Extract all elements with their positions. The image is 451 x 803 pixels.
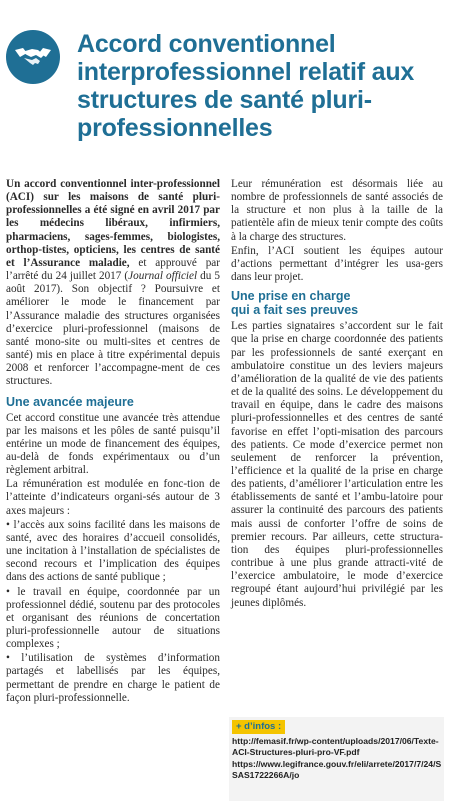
handshake-icon — [6, 30, 60, 84]
journal-reference: Journal officiel — [128, 270, 198, 283]
paragraph: Les parties signataires s’accordent sur le fait que la prise en charge coordonnée des patients par les professionnels de santé exerçant en ambulatoire constitue un des leviers majeurs d’amélioration de la qualité de vie des patients et de la qualité des soins. Le développement du travail en équipe, dans le cadre des maisons pluri-professionnelles et des centres de santé favorise en effet l’opti-misation des parcours des patients. Ce mode d’exercice permet non seulement de renforcer la prévention, l’efficience et la qualité de la prise en charge des patients, d’améliorer l’articulation entre les établissements de santé et l’ambu-latoire pour assurer la continuité des parcours des patients mais aussi de conforter l’offre de soins de premier recours. Par ailleurs, cette structura-tion des équipes pluri-professionnelles contribue à une plus grande attracti-vité de l’exercice ambulatoire, le mode d’exercice regroupé étant aujourd’hui privilégié par les jeunes diplômés. — [231, 320, 443, 609]
list-item: • l’accès aux soins facilité dans les maisons de santé, avec des horaires d’accueil consolidés, une incitation à l’installation de spécialistes de second recours et l’implication des équipes dans des actions de santé publique ; — [6, 518, 220, 584]
right-column — [231, 178, 443, 610]
list-item: • l’utilisation de systèmes d’information partagés et labellisés par les équipes, permettant de prendre en charge le patient de façon pluri-professionnelle. — [6, 652, 220, 704]
article-header — [0, 0, 451, 170]
paragraph: Cet accord constitue une avancée très attendue par les maisons et les pôles de santé puisqu’il entérine un mode de financement des équipes, au-delà de fonds expérimentaux ou d’un règlement arbitral. — [6, 411, 220, 477]
section-heading-line: qui a fait ses preuves — [231, 302, 359, 317]
more-info-box — [229, 717, 444, 801]
intro-text-end: du 5 août 2017). Son objectif ? Poursuivre et améliorer le mode le financement par l’Assurance maladie des structures organisées d’exercice pluri-professionnel (maisons de santé mono-site ou multi-sites et centres de santé) mis en place à titre expérimental depuis 2008 et renforcer l’accompagne-ment de ces structures. — [6, 270, 221, 388]
paragraph: Leur rémunération est désormais liée au nombre de professionnels de santé associés de la structure et non plus à la taille de la patientèle afin de mieux tenir compte des coûts à la charge des structures. — [231, 178, 443, 243]
section-heading-avancee: Une avancée majeure — [6, 394, 134, 409]
reference-link[interactable]: http://femasif.fr/wp-content/uploads/2017/06/Texte-ACI-Structures-pluri-pro-VF.pdf — [232, 736, 439, 758]
reference-link[interactable]: https://www.legifrance.gouv.fr/eli/arrete/2017/7/24/SSAS1722266A/jo — [232, 758, 442, 780]
intro-paragraph — [6, 178, 220, 389]
more-info-tag: + d’infos : — [232, 720, 285, 734]
page-title: Accord conventionnel interprofessionnel relatif aux structures de santé pluri-professionnelles — [77, 30, 415, 142]
intro-bold-text: Un accord conventionnel inter-professionnel (ACI) sur les maisons de santé pluri-professionnelles a été signé en avril 2017 par les médecins libéraux, infirmiers, pharmaciens, sages-femmes, biologistes, orthop-tistes, opticiens, les centres de santé et l’Assurance maladie, — [6, 178, 220, 269]
section-heading-prise-en-charge — [231, 290, 443, 317]
section-heading-line: Une prise en charge — [231, 289, 351, 304]
list-item: • le travail en équipe, coordonnée par un professionnel dédié, soutenu par des protocoles et organisant des réunions de concertation pluri-professionnelle autour de situations complexes ; — [6, 585, 220, 651]
paragraph: La rémunération est modulée en fonc-tion de l’atteinte d’indicateurs organi-sés autour de 3 axes majeurs : — [6, 478, 220, 517]
left-column — [6, 178, 220, 705]
paragraph: Enfin, l’ACI soutient les équipes autour d’actions permettant d’intégrer les usa-gers dans leur projet. — [231, 244, 443, 284]
intro-text: et approuvé par l’arrêté du 24 juillet 2017 ( — [6, 256, 220, 283]
